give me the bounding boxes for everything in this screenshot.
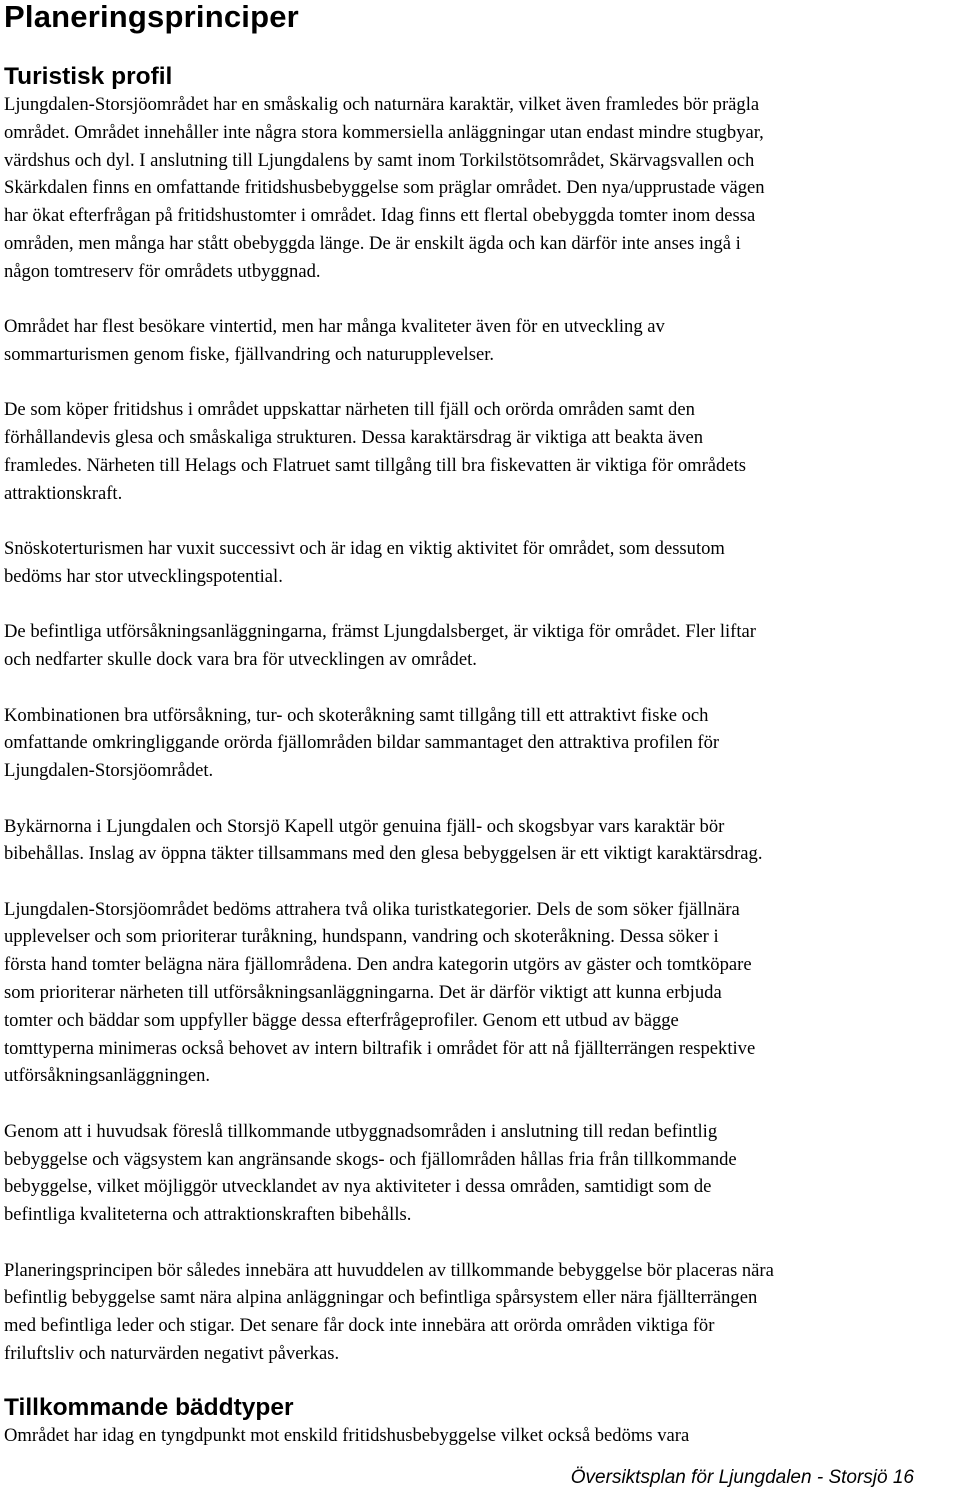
paragraph-line: Bykärnorna i Ljungdalen och Storsjö Kapell utgör genuina fjäll- och skogsbyar vars karaktär bör <box>4 815 725 837</box>
paragraph <box>4 702 956 785</box>
paragraph-line: Ljungdalen-Storsjöområdet har en småskalig och naturnära karaktär, vilket även framledes bör prägla <box>4 94 760 115</box>
paragraph-line: förhållandevis glesa och småskaliga strukturen. Dessa karaktärsdrag är viktiga att beakta även <box>4 427 704 449</box>
paragraph-line: Kombinationen bra utförsåkning, tur- och skoteråkning samt tillgång till ett attraktivt fiske och <box>4 704 709 726</box>
paragraph-line: sommarturismen genom fiske, fjällvandring och naturupplevelser. <box>4 343 495 365</box>
section-body-tillkommande-baddtyper <box>4 1422 956 1450</box>
paragraph-line: attraktionskraft. <box>4 482 123 504</box>
paragraph <box>4 313 956 369</box>
paragraph-line: omfattande omkringliggande orörda fjällområden bildar sammantaget den attraktiva profilen för <box>4 732 720 754</box>
paragraph <box>4 896 956 1091</box>
document-page <box>4 0 956 1450</box>
paragraph-line: första hand tomter belägna nära fjällområdena. Den andra kategorin utgörs av gäster och tomtköpare <box>4 954 752 976</box>
paragraph-line: Området har idag en tyngdpunkt mot enskild fritidshusbebyggelse vilket också bedöms vara <box>4 1424 690 1446</box>
paragraph-line: utförsåkningsanläggningen. <box>4 1065 211 1087</box>
paragraph-line: med befintliga leder och stigar. Det senare får dock inte innebära att orörda områden viktiga för <box>4 1315 715 1337</box>
paragraph-line: värdshus och dyl. I anslutning till Ljungdalens by samt inom Torkilstötsområdet, Skärvagsvallen och <box>4 149 755 171</box>
paragraph <box>4 618 956 674</box>
paragraph <box>4 91 956 286</box>
paragraph-line: tomttyperna minimeras också behovet av intern biltrafik i området för att nå fjällterrängen respektive <box>4 1037 756 1059</box>
paragraph <box>4 1422 956 1450</box>
paragraph-line: Området har flest besökare vintertid, men har många kvaliteter även för en utveckling av <box>4 316 665 338</box>
paragraph <box>4 396 956 507</box>
paragraph-line: De som köper fritidshus i området uppskattar närheten till fjäll och orörda områden samt den <box>4 399 695 421</box>
paragraph-line: Ljungdalen-Storsjöområdet bedöms attrahera två olika turistkategorier. Dels de som söker fjällnära <box>4 898 740 920</box>
paragraph <box>4 535 956 591</box>
paragraph-line: Genom att i huvudsak föreslå tillkommande utbyggnadsområden i anslutning till redan befintlig <box>4 1120 718 1142</box>
paragraph-line: har ökat efterfrågan på fritidshustomter i området. Idag finns ett flertal obebyggda tomter inom dessa <box>4 205 756 227</box>
paragraph-line: befintlig bebyggelse samt nära alpina anläggningar och befintliga spårsystem eller nära fjällterrängen <box>4 1287 758 1309</box>
paragraph-line: Ljungdalen-Storsjöområdet. <box>4 760 214 782</box>
paragraph-line: upplevelser och som prioriterar turåkning, hundspann, vandring och skoteråkning. Dessa söker i <box>4 926 719 948</box>
paragraph-line: som prioriterar närheten till utförsåkningsanläggningarna. Det är därför viktigt att kunna erbjuda <box>4 982 722 1004</box>
paragraph <box>4 1118 956 1229</box>
paragraph-line: bibehållas. Inslag av öppna täkter tillsammans med den glesa bebyggelsen är ett viktigt karaktärsdrag. <box>4 843 763 865</box>
paragraph-line: Snöskoterturismen har vuxit successivt och är idag en viktig aktivitet för området, som dessutom <box>4 538 725 560</box>
paragraph-line: någon tomtreserv för områdets utbyggnad. <box>4 260 321 282</box>
paragraph-line: områden, men många har stått obebyggda länge. De är enskilt ägda och kan därför inte anses ingå i <box>4 232 741 254</box>
paragraph-line: området. Området innehåller inte några stora kommersiella anläggningar utan endast mindre stugbyar, <box>4 121 764 143</box>
paragraph-line: bebyggelse och vägsystem kan angränsande skogs- och fjällområden hållas fria från tillkommande <box>4 1148 737 1170</box>
paragraph-line: Skärkdalen finns en omfattande fritidshusbebyggelse som präglar området. Den nya/upprustade vägen <box>4 177 765 199</box>
section-heading-turistisk-profil: Turistisk profil <box>4 63 173 90</box>
paragraph-line: friluftsliv och naturvärden negativt påverkas. <box>4 1343 340 1365</box>
paragraph <box>4 1257 956 1368</box>
paragraph-line: bedöms har stor utvecklingspotential. <box>4 565 283 587</box>
paragraph-line: De befintliga utförsåkningsanläggningarna, främst Ljungdalsberget, är viktiga för området. Fler liftar <box>4 621 756 643</box>
section-body-turistisk-profil <box>4 91 956 1368</box>
paragraph-line: bebyggelse, vilket möjliggör utvecklandet av nya aktiviteter i dessa områden, samtidigt som de <box>4 1176 712 1198</box>
page-footer: Översiktsplan för Ljungdalen - Storsjö 16 <box>570 1467 914 1488</box>
paragraph-line: och nedfarter skulle dock vara bra för utvecklingen av området. <box>4 649 477 671</box>
section-heading-tillkommande-baddtyper: Tillkommande bäddtyper <box>4 1393 294 1421</box>
paragraph <box>4 813 956 869</box>
paragraph-line: tomter och bäddar som uppfyller bägge dessa efterfrågeprofiler. Genom ett utbud av bägge <box>4 1009 679 1031</box>
paragraph-line: befintliga kvaliteterna och attraktionskraften bibehålls. <box>4 1204 412 1226</box>
paragraph-line: framledes. Närheten till Helags och Flatruet samt tillgång till bra fiskevatten är viktiga för områdets <box>4 454 746 476</box>
paragraph-line: Planeringsprincipen bör således innebära att huvuddelen av tillkommande bebyggelse bör placeras nära <box>4 1259 774 1281</box>
page-title: Planeringsprinciper <box>4 0 299 34</box>
